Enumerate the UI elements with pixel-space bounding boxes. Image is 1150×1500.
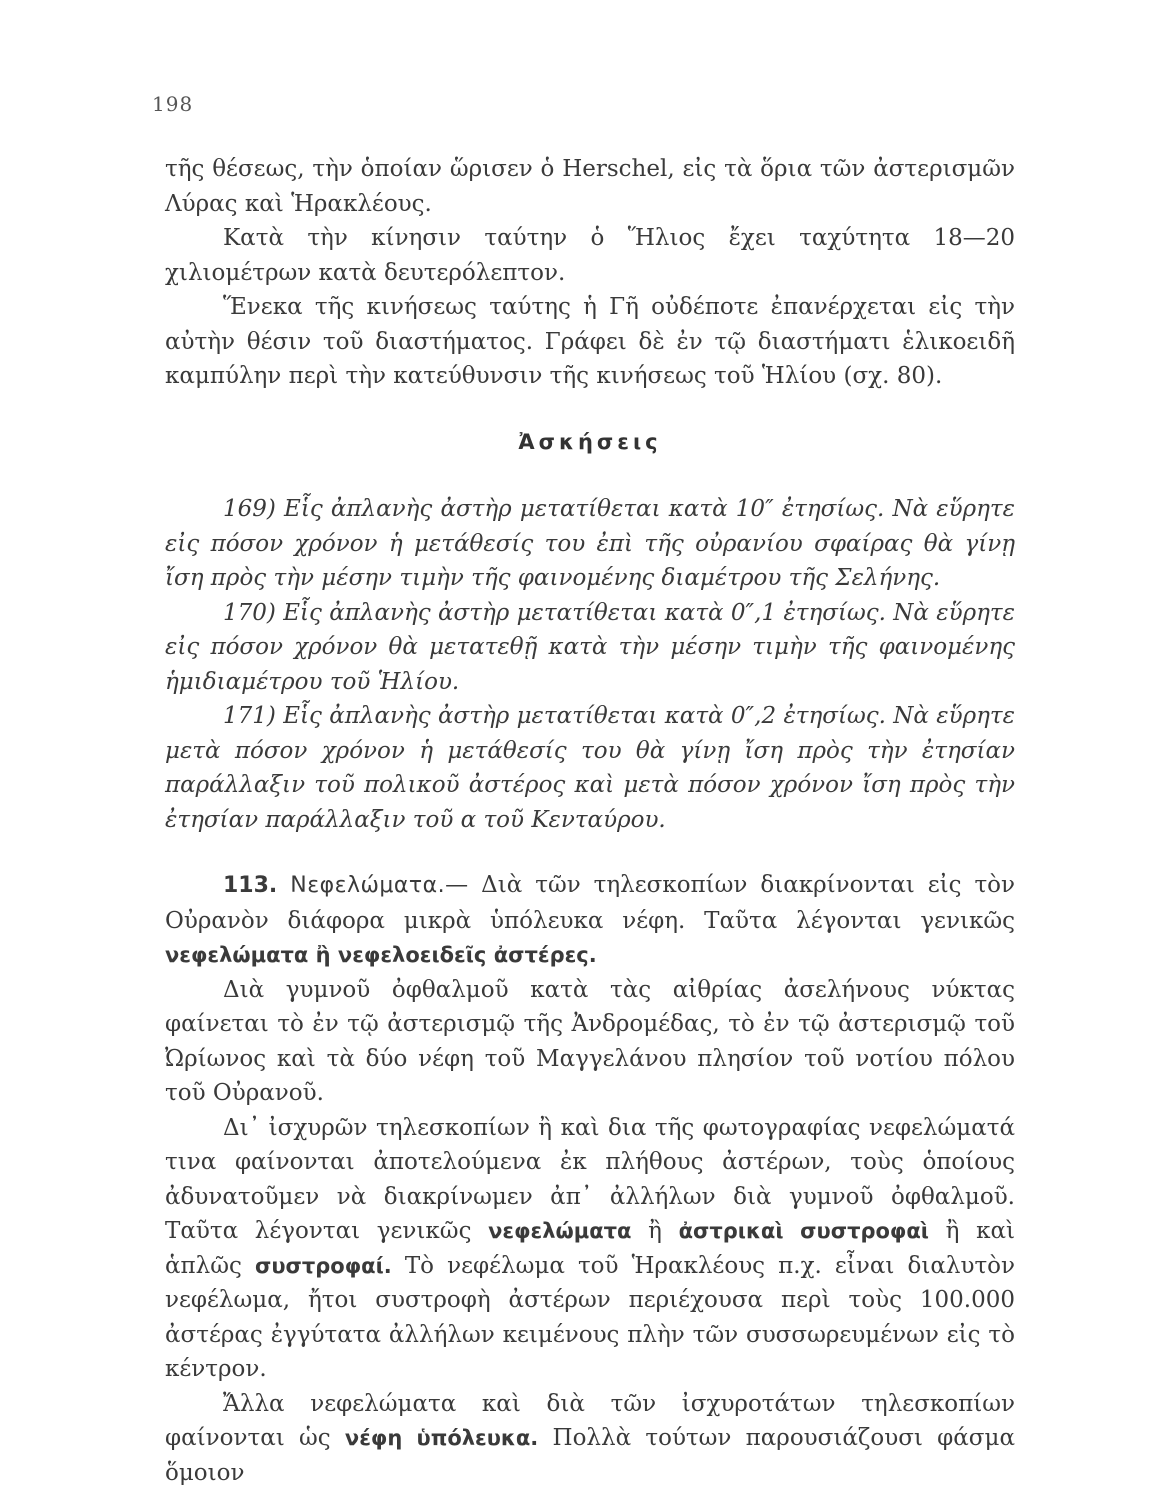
exercises-list: [165, 492, 1015, 837]
exercises-heading: Ἀσκήσεις: [518, 430, 662, 454]
section-number: 113.: [223, 873, 278, 898]
section-paragraph-1-text: — Διὰ τῶν τηλεσκοπίων διακρίνονται εἰς τὸν Οὐρανὸν διάφορα μικρὰ ὑπόλευκα νέφη. Ταῦτα λέγονται γενικῶς: [165, 872, 1016, 934]
section-title: Νεφελώματα.: [290, 873, 446, 898]
section-paragraph-3-text-c: ἢ καὶ ἁπλῶς: [165, 1218, 1016, 1279]
intro-paragraph-3: Ἕνεκα τῆς κινήσεως ταύτης ἡ Γῆ οὐδέποτε ἐπανέρχεται εἰς τὴν αὐτὴν θέσιν τοῦ διαστήματος. Γράφει δὲ ἐν τῷ διαστήματι ἑλικοειδῆ καμπύλην περὶ τὴν κατεύθυνσιν τῆς κινήσεως τοῦ Ἡλίου (σχ. 80).: [165, 294, 1015, 389]
term-whitish-clouds: νέφη ὑπόλευκα.: [344, 1426, 539, 1450]
section-paragraph-3-text-d: Τὸ νεφέλωμα τοῦ Ἡρακλέους π.χ. εἶναι διαλυτὸν νεφέλωμα, ἤτοι συστροφὴ ἀστέρων περιέχουσα περὶ τοὺς 100.000 ἀστέρας ἐγγύτατα ἀλλήλων κειμένους πλὴν τῶν συσσωρευμένων εἰς τὸ κέντρον.: [165, 1252, 1015, 1382]
section-paragraph-4-text-b: Πολλὰ τούτων παρουσιάζουσι φάσμα ὅμοιον: [165, 1425, 1015, 1486]
term-nebulae-2: νεφελώματα: [488, 1219, 632, 1243]
exercise-170: 170) Εἷς ἀπλανὴς ἀστὴρ μετατίθεται κατὰ 0″,1 ἐτησίως. Νὰ εὕρητε εἰς πόσον χρόνον θὰ μετατεθῇ κατὰ τὴν μέσην τιμὴν τῆς φαινομένης ἡμιδιαμέτρου τοῦ Ἡλίου.: [165, 599, 1015, 695]
exercise-171: 171) Εἷς ἀπλανὴς ἀστὴρ μετατίθεται κατὰ 0″,2 ἐτησίως. Νὰ εὕρητε μετὰ πόσον χρόνον ἡ μετάθεσίς του θὰ γίνῃ ἴση πρὸς τὴν ἐτησίαν παράλλαξιν τοῦ πολικοῦ ἀστέρος καὶ μετὰ πόσον χρόνον ἴση πρὸς τὴν ἐτησίαν παράλλαξιν τοῦ α τοῦ Κενταύρου.: [165, 703, 1015, 833]
section-paragraph-3: [165, 1111, 1015, 1387]
term-star-clusters: ἀστρικαὶ συστροφαὶ: [678, 1219, 929, 1243]
section-paragraph-1: [165, 868, 1015, 973]
section-paragraph-2: Διὰ γυμνοῦ ὀφθαλμοῦ κατὰ τὰς αἰθρίας ἀσελήνους νύκτας φαίνεται τὸ ἐν τῷ ἀστερισμῷ τῆς Ἀνδρομέδας, τὸ ἐν τῷ ἀστερισμῷ τοῦ Ὠρίωνος καὶ τὰ δύο νέφη τοῦ Μαγγελάνου πλησίον τοῦ νοτίου πόλου τοῦ Οὐρανοῦ.: [165, 976, 1015, 1106]
section-paragraph-3-text-a: Δι᾿ ἰσχυρῶν τηλεσκοπίων ἢ καὶ δια τῆς φωτογραφίας νεφελώματά τινα φαίνονται ἀποτελούμενα ἐκ πλήθους ἀστέρων, τοὺς ὁποίους ἀδυνατοῦμεν νὰ διακρίνωμεν ἀπ᾿ ἀλλήλων διὰ γυμνοῦ ὀφθαλμοῦ. Ταῦτα λέγονται γενικῶς: [165, 1114, 1015, 1244]
exercise-169: 169) Εἷς ἀπλανὴς ἀστὴρ μετατίθεται κατὰ 10″ ἐτησίως. Νὰ εὕρητε εἰς πόσον χρόνον ἡ μετάθεσίς του ἐπὶ τῆς οὐρανίου σφαίρας θὰ γίνῃ ἴση πρὸς τὴν μέσην τιμὴν τῆς φαινομένης διαμέτρου τῆς Σελήνης.: [165, 496, 1015, 591]
section-113: [165, 868, 1015, 1490]
term-nebulae: νεφελώματα ἢ νεφελοειδεῖς ἀστέρες.: [165, 943, 597, 967]
section-paragraph-4: [165, 1387, 1015, 1491]
intro-paragraph-2: Κατὰ τὴν κίνησιν ταύτην ὁ Ἥλιος ἔχει ταχύτητα 18—20 χιλιομέτρων κατὰ δευτερόλεπτον.: [165, 225, 1015, 286]
section-paragraph-4-text-a: Ἄλλα νεφελώματα καὶ διὰ τῶν ἰσχυροτάτων τηλεσκοπίων φαίνονται ὡς: [165, 1390, 1015, 1451]
intro-text: [165, 152, 1015, 394]
section-paragraph-3-text-b: ἢ: [631, 1218, 679, 1244]
term-clusters: συστροφαί.: [254, 1253, 392, 1278]
page-number: 198: [152, 92, 194, 116]
intro-paragraph-1: τῆς θέσεως, τὴν ὁποίαν ὥρισεν ὁ Herschel, εἰς τὰ ὅρια τῶν ἀστερισμῶν Λύρας καὶ Ἡρακλέους.: [165, 156, 1015, 217]
